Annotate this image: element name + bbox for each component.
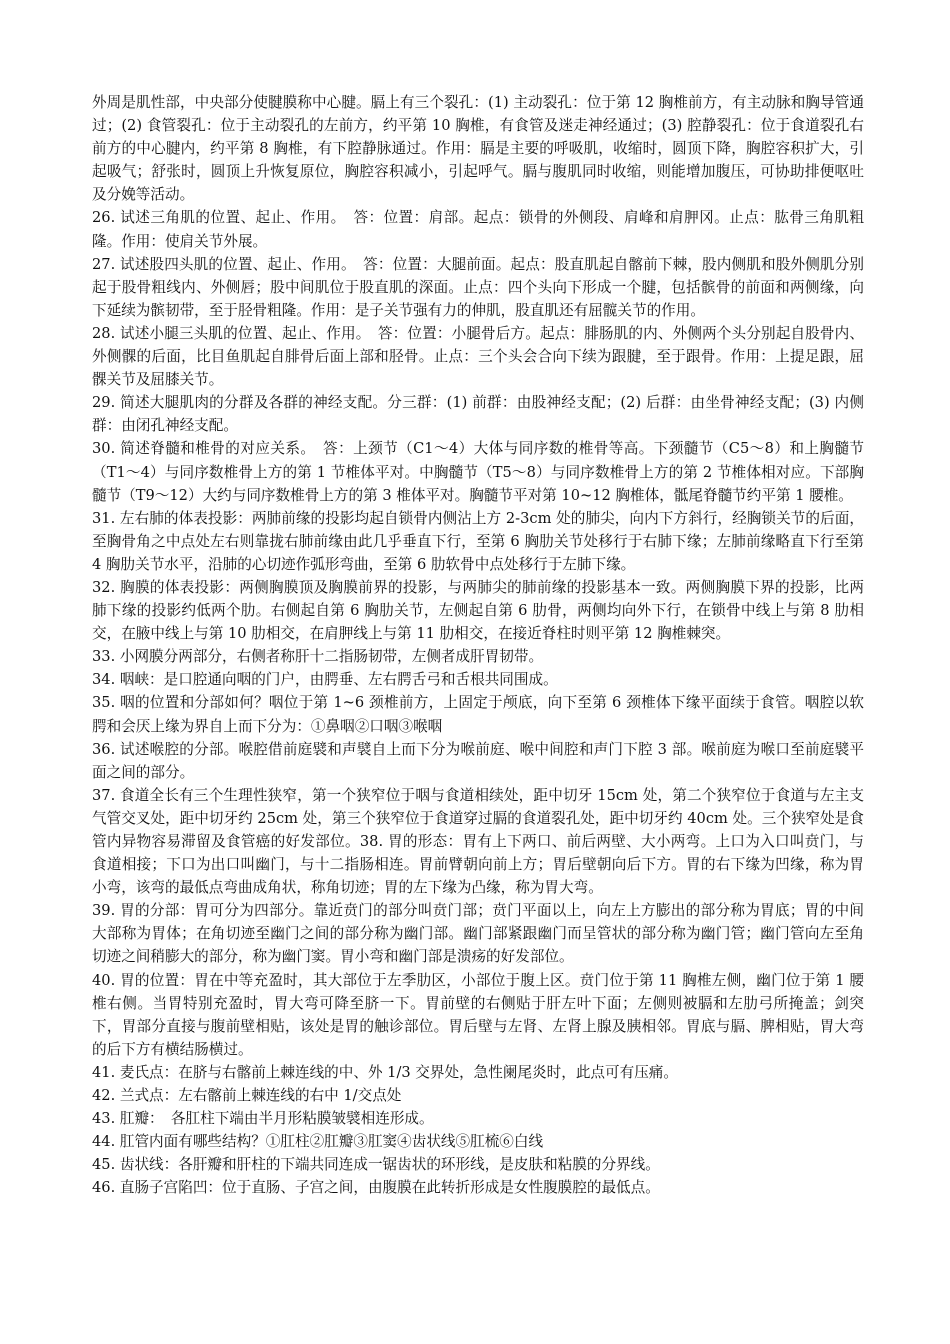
paragraph-35-pharynx: 35. 咽的位置和分部如何？咽位于第 1~6 颈椎前方，上固定于颅底，向下至第 6 颈椎体下缘平面续于食管。咽腔以软腭和会厌上缘为界自上而下分为：①鼻咽②口咽③喉咽 bbox=[92, 694, 864, 735]
paragraph-27-quadriceps: 27. 试述股四头肌的位置、起止、作用。 答：位置：大腿前面。起点：股直肌起自髂前下棘，股内侧肌和股外侧肌分别起于股骨粗线内、外侧唇；股中间肌位于股直肌的深面。止点：四个头向下形成一个腱，包括髌骨的前面和两侧缘，向下延续为髌韧带，至于胫骨粗隆。作用：是子关节强有力的伸肌，股直肌还有屈髋关节的作用。 bbox=[92, 255, 864, 319]
paragraph-34-isthmus-faucium: 34. 咽峡：是口腔通向咽的门户，由腭垂、左右腭舌弓和舌根共同围成。 bbox=[92, 671, 558, 689]
paragraph-26-deltoid: 26. 试述三角肌的位置、起止、作用。 答：位置：肩部。起点：锁骨的外侧段、肩峰和肩胛冈。止点：肱骨三角肌粗隆。作用：使肩关节外展。 bbox=[92, 209, 864, 250]
paragraph-44-anal-canal: 44. 肛管内面有哪些结构？①肛柱②肛瓣③肛窦④齿状线⑤肛梳⑥白线 bbox=[92, 1133, 544, 1151]
paragraph-41-mcburney: 41. 麦氏点：在脐与右髂前上棘连线的中、外 1/3 交界处，急性阑尾炎时，此点可有压痛。 bbox=[92, 1063, 678, 1081]
paragraph-31-lung-projection: 31. 左右肺的体表投影：两肺前缘的投影均起自锁骨内侧沾上方 2-3cm 处的肺尖，向内下方斜行，经胸锁关节的后面，至胸骨角之中点处左右则靠拢右肺前缘由此几乎垂直下行，至第 6 胸肋关节处移行于右肺下缘；左肺前缘略直下行至第 4 胸肋关节水平，沿肺的心切迹作弧形弯曲，至第 6 肋软骨中点处移行于左肺下缘。 bbox=[92, 509, 864, 573]
paragraph-39-stomach-parts: 39. 胃的分部：胃可分为四部分。靠近贲门的部分叫贲门部；贲门平面以上，向左上方膨出的部分称为胃底；胃的中间大部称为胃体；在角切迹至幽门之间的部分称为幽门部。幽门部紧跟幽门而呈管状的部分称为幽门管；幽门管向左至角切迹之间稍膨大的部分，称为幽门窦。胃小弯和幽门部是溃疡的好发部位。 bbox=[92, 902, 864, 966]
paragraph-33-lesser-omentum: 33. 小网膜分两部分，右侧者称肝十二指肠韧带，左侧者成肝胃韧带。 bbox=[92, 648, 544, 666]
paragraph-40-stomach-position: 40. 胃的位置：胃在中等充盈时，其大部位于左季肋区，小部位于腹上区。贲门位于第 11 胸椎左侧，幽门位于第 1 腰椎右侧。当胃特别充盈时，胃大弯可降至脐一下。胃前壁的右侧贴于肝左叶下面；左侧则被膈和左肋弓所掩盖；剑突下，胃部分直接与腹前壁相贴，该处是胃的触诊部位。胃后壁与左肾、左肾上腺及胰相邻。胃底与膈、脾相贴，胃大弯的后下方有横结肠横过。 bbox=[92, 971, 864, 1058]
paragraph-32-pleura-projection: 32. 胸膜的体表投影：两侧胸膜顶及胸膜前界的投影，与两肺尖的肺前缘的投影基本一致。两侧胸膜下界的投影，比两肺下缘的投影约低两个肋。右侧起自第 6 胸肋关节，左侧起自第 6 肋骨，两侧均向外下行，在锁骨中线上与第 8 肋相交，在腋中线上与第 10 肋相交，在肩胛线上与第 11 肋相交，在接近脊柱时则平第 12 胸椎棘突。 bbox=[92, 578, 864, 643]
paragraph-45-dentate-line: 45. 齿状线：各肝瓣和肝柱的下端共同连成一锯齿状的环形线，是皮肤和粘膜的分界线。 bbox=[92, 1156, 660, 1174]
paragraph-46-rectouterine-pouch: 46. 直肠子宫陷凹：位于直肠、子宫之间，由腹膜在此转折形成是女性腹膜腔的最低点。 bbox=[92, 1179, 660, 1197]
document-page bbox=[92, 91, 864, 1200]
paragraph-29-thigh-muscles: 29. 简述大腿肌肉的分群及各群的神经支配。分三群：(1) 前群：由股神经支配；(2) 后群：由坐骨神经支配；(3) 内侧群：由闭孔神经支配。 bbox=[92, 394, 864, 435]
paragraph-37-esophagus: 37. 食道全长有三个生理性狭窄，第一个狭窄位于咽与食道相续处，距中切牙 15cm 处，第二个狭窄位于食道与左主支气管交叉处，距中切牙约 25cm 处，第三个狭窄位于食道穿过膈的食道裂孔处，距中切牙约 40cm 处。三个狭窄处是食管内异物容易滞留及食管癌的好发部位。38. 胃的形态：胃有上下两口、前后两壁、大小两弯。上口为入口叫贲门，与食道相接；下口为出口叫幽门，与十二指肠相连。胃前臂朝向前上方；胃后壁朝向后下方。胃的右下缘为凹缘，称为胃小弯，该弯的最低点弯曲成角状，称角切迹；胃的左下缘为凸缘，称为胃大弯。 bbox=[92, 786, 864, 897]
paragraph-43-anal-valve: 43. 肛瓣： 各肛柱下端由半月形粘膜皱襞相连形成。 bbox=[92, 1110, 434, 1128]
paragraph-36-larynx: 36. 试述喉腔的分部。喉腔借前庭襞和声襞自上而下分为喉前庭、喉中间腔和声门下腔 3 部。喉前庭为喉口至前庭襞平面之间的部分。 bbox=[92, 740, 864, 781]
paragraph-28-triceps-surae: 28. 试述小腿三头肌的位置、起止、作用。 答：位置：小腿骨后方。起点：腓肠肌的内、外侧两个头分别起自股骨内、外侧髁的后面，比目鱼肌起自腓骨后面上部和胫骨。止点：三个头会合向下续为跟腱，至于跟骨。作用：上提足跟，屈髁关节及屈膝关节。 bbox=[92, 324, 864, 389]
paragraph-42-lanz: 42. 兰式点：左右髂前上棘连线的右中 1/交点处 bbox=[92, 1087, 402, 1105]
paragraph-30-spinal-cord: 30. 简述脊髓和椎骨的对应关系。 答：上颈节（C1～4）大体与同序数的椎骨等高。下颈髓节（C5～8）和上胸髓节（T1～4）与同序数椎骨上方的第 1 节椎体平对。中胸髓节（T5～8）与同序数椎骨上方的第 2 节椎体相对应。下部胸髓节（T9～12）大约与同序数椎骨上方的第 3 椎体平对。胸髓节平对第 10~12 胸椎体，骶尾脊髓节约平第 1 腰椎。 bbox=[92, 440, 864, 504]
paragraph-diaphragm: 外周是肌性部，中央部分使腱膜称中心腱。膈上有三个裂孔：(1) 主动裂孔：位于第 12 胸椎前方，有主动脉和胸导管通过；(2) 食管裂孔：位于主动裂孔的左前方，约平第 10 胸椎，有食管及迷走神经通过；(3) 腔静裂孔：位于食道裂孔右前方的中心腱内，约平第 8 胸椎，有下腔静脉通过。作用：膈是主要的呼吸肌，收缩时，圆顶下降，胸腔容积扩大，引起吸气；舒张时，圆顶上升恢复原位，胸腔容积减小，引起呼气。膈与腹肌同时收缩，则能增加腹压，可协助排便呕吐及分娩等活动。 bbox=[92, 94, 864, 204]
